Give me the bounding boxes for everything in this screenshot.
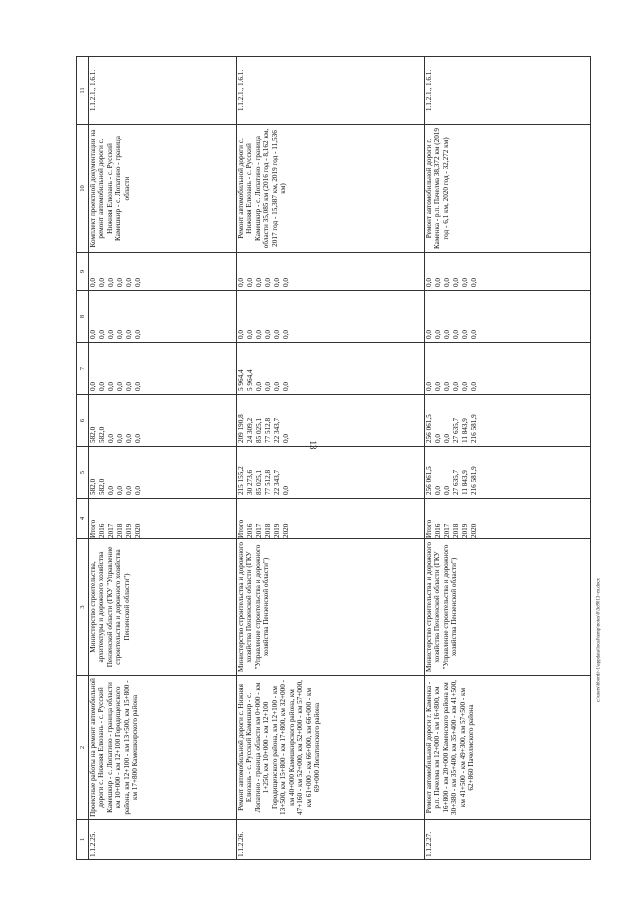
- federal-value: 0,0: [125, 382, 133, 391]
- col-header: 5: [77, 447, 89, 499]
- program-table: [76, 56, 591, 860]
- event-name: Ремонт автомобильной дороги с. Нижняя Елюзань - с. Русский Камешкир - с. Лопатино - граница области км 0+000 - км 1+250, км 10+000 - км 12+100 Городищенского района, км 12+100 - км 13+500, км 15+800 - км 17+800, км 32+000 - км 40+000 Камешкирского района, км 47+160 - км 52+000, км 52+000 - км 57+000, км 61+000 - км 66+000, км 66+000 - км 69+000 Лопатинского района: [237, 676, 425, 820]
- regional-value: 11 843,9: [461, 418, 469, 443]
- year-cell: 2018: [116, 523, 124, 538]
- year-cell: 2020: [470, 523, 478, 538]
- year-cell: 2018: [452, 523, 460, 538]
- total-value: 0,0: [434, 486, 442, 495]
- other-value: 0,0: [425, 278, 433, 287]
- local-value: 0,0: [273, 330, 281, 339]
- federal-value: 0,0: [443, 382, 451, 391]
- total-value: 11 843,9: [461, 470, 469, 495]
- regional-value: 582,0: [98, 426, 106, 443]
- page-number: 13: [308, 440, 318, 450]
- federal-value: 0,0: [434, 382, 442, 391]
- local-value: 0,0: [237, 330, 245, 339]
- year-cell: Итого: [89, 519, 97, 538]
- federal-value: 0,0: [98, 382, 106, 391]
- regional-value: 0,0: [125, 434, 133, 443]
- regional-value: 27 635,7: [452, 417, 460, 443]
- local-value: 0,0: [89, 330, 97, 339]
- regional-value: 24 309,2: [246, 417, 254, 443]
- local-value: 0,0: [264, 330, 272, 339]
- col-header: 11: [77, 57, 89, 125]
- federal-value: 0,0: [470, 382, 478, 391]
- other-value: 0,0: [116, 278, 124, 287]
- total-value: 0,0: [443, 486, 451, 495]
- executor: Министерство строительства и дорожного хозяйства Пензенской области (ГКУ "Управление строительства и дорожного хозяйства Пензенской области"): [425, 539, 591, 676]
- col-header: 10: [77, 125, 89, 253]
- federal-value: 0,0: [89, 382, 97, 391]
- expected-result: Ремонт автомобильной дороги с. Нижняя Елюзань - с. Русский Камешкир - с. Лопатино - граница области 35,085 км (2016 год - 8,162 км, 2017 год - 15,387 км, 2019 год - 11,536 км): [237, 125, 425, 253]
- other-value: 0,0: [470, 278, 478, 287]
- local-value: 0,0: [107, 330, 115, 339]
- year-cell: 2017: [107, 523, 115, 538]
- federal-value: 0,0: [452, 382, 460, 391]
- federal-value: 0,0: [425, 382, 433, 391]
- total-value: 30 273,6: [246, 469, 254, 495]
- federal-value: 0,0: [107, 382, 115, 391]
- row-id: 1.1.2.25.: [89, 820, 237, 860]
- other-value: 0,0: [264, 278, 272, 287]
- year-cell: Итого: [237, 519, 245, 538]
- executor: Министерство строительства и дорожного хозяйства Пензенской области (ГКУ "Управление строительства и дорожного хозяйства Пензенской области"): [237, 539, 425, 676]
- federal-value: 0,0: [264, 382, 272, 391]
- table-row: [237, 57, 425, 860]
- local-value: 0,0: [125, 330, 133, 339]
- other-value: 0,0: [443, 278, 451, 287]
- year-cell: 2019: [125, 523, 133, 538]
- regional-value: 582,0: [89, 426, 97, 443]
- regional-value: 0,0: [434, 434, 442, 443]
- other-value: 0,0: [452, 278, 460, 287]
- federal-value: 0,0: [461, 382, 469, 391]
- other-value: 0,0: [282, 278, 290, 287]
- expected-result: Комплект проектной документации на ремонт автомобильной дороги с. Нижняя Елюзань - с. Русский Камешкир - с. Лопатино - граница области: [89, 125, 237, 253]
- year-cell: 2020: [282, 523, 290, 538]
- total-value: 0,0: [125, 486, 133, 495]
- total-value: 216 581,9: [470, 466, 478, 495]
- year-cell: 2019: [273, 523, 281, 538]
- other-value: 0,0: [237, 278, 245, 287]
- federal-value: 0,0: [116, 382, 124, 391]
- total-value: 0,0: [134, 486, 142, 495]
- local-value: 0,0: [98, 330, 106, 339]
- regional-value: 85 025,1: [255, 417, 263, 443]
- year-cell: 2016: [434, 523, 442, 538]
- other-value: 0,0: [246, 278, 254, 287]
- regional-value: 0,0: [116, 434, 124, 443]
- local-value: 0,0: [443, 330, 451, 339]
- indicator-ref: 1.1.2.1., 1.6.1.: [425, 57, 591, 125]
- regional-value: 0,0: [282, 434, 290, 443]
- col-header: 9: [77, 253, 89, 291]
- local-value: 0,0: [470, 330, 478, 339]
- year-cell: 2016: [246, 523, 254, 538]
- indicator-ref: 1.1.2.1., 1.6.1.: [237, 57, 425, 125]
- federal-value: 0,0: [255, 382, 263, 391]
- local-value: 0,0: [255, 330, 263, 339]
- total-value: 22 343,7: [273, 469, 281, 495]
- row-id: 1.1.2.26.: [237, 820, 425, 860]
- total-value: 0,0: [116, 486, 124, 495]
- regional-value: 209 190,8: [237, 414, 245, 443]
- regional-value: 216 581,9: [470, 414, 478, 443]
- other-value: 0,0: [107, 278, 115, 287]
- table-row: [425, 57, 591, 860]
- local-value: 0,0: [134, 330, 142, 339]
- expected-result: Ремонт автомобильной дороги г. Каменка - р.п. Пачелма 38,372 км (2019 год - 6,1 км, 2020 год - 32,272 км): [425, 125, 591, 253]
- rotated-page-content: [76, 57, 640, 860]
- total-value: 0,0: [282, 486, 290, 495]
- indicator-ref: 1.1.2.1., 1.6.1.: [89, 57, 237, 125]
- other-value: 0,0: [255, 278, 263, 287]
- col-header: 7: [77, 343, 89, 395]
- other-value: 0,0: [273, 278, 281, 287]
- local-value: 0,0: [434, 330, 442, 339]
- other-value: 0,0: [134, 278, 142, 287]
- regional-value: 22 343,7: [273, 417, 281, 443]
- total-value: 27 635,7: [452, 469, 460, 495]
- regional-value: 0,0: [443, 434, 451, 443]
- col-header: 1: [77, 820, 89, 860]
- col-header: 3: [77, 539, 89, 676]
- year-cell: 2019: [461, 523, 469, 538]
- local-value: 0,0: [116, 330, 124, 339]
- year-cell: 2017: [255, 523, 263, 538]
- row-id: 1.1.2.27.: [425, 820, 591, 860]
- year-cell: 2020: [134, 523, 142, 538]
- federal-value: 0,0: [273, 382, 281, 391]
- col-header: 2: [77, 676, 89, 820]
- local-value: 0,0: [282, 330, 290, 339]
- year-cell: 2017: [443, 523, 451, 538]
- federal-value: 0,0: [282, 382, 290, 391]
- other-value: 0,0: [89, 278, 97, 287]
- table-row: [89, 57, 237, 860]
- local-value: 0,0: [425, 330, 433, 339]
- event-name: Ремонт автомобильной дороги г. Каменка - р.п. Пачелма км 12+000 - км 16+800, км 16+800 - км 20+000 Каменского района км 30+380 - км 35+400, км 35+400 - км 41+500, км 41+500 - км 49+300, км 57+500 - км 62+860 Пачелмского района: [425, 676, 591, 820]
- local-value: 0,0: [461, 330, 469, 339]
- executor: Министерство строительства, архитектуры и дорожного хозяйства Пензенской области (ГКУ "Управление строительства и дорожного хозяйства Пензенской области"): [89, 539, 237, 676]
- total-value: 256 061,5: [425, 466, 433, 495]
- regional-value: 77 512,8: [264, 417, 272, 443]
- other-value: 0,0: [434, 278, 442, 287]
- total-value: 582,0: [98, 478, 106, 495]
- year-cell: 2016: [98, 523, 106, 538]
- total-value: 582,0: [89, 478, 97, 495]
- other-value: 0,0: [98, 278, 106, 287]
- year-cell: 2018: [264, 523, 272, 538]
- file-path-footer: c:\users\bbordi~1\appdata\local\temp\notes\0\3c8013~m.docx: [596, 578, 602, 702]
- total-value: 85 025,1: [255, 469, 263, 495]
- col-header: 4: [77, 499, 89, 539]
- column-number-row: [77, 57, 89, 860]
- federal-value: 0,0: [134, 382, 142, 391]
- federal-value: 5 964,4: [246, 369, 254, 391]
- col-header: 8: [77, 291, 89, 343]
- regional-value: 0,0: [107, 434, 115, 443]
- col-header: 6: [77, 395, 89, 447]
- year-cell: Итого: [425, 519, 433, 538]
- other-value: 0,0: [461, 278, 469, 287]
- local-value: 0,0: [246, 330, 254, 339]
- total-value: 0,0: [107, 486, 115, 495]
- regional-value: 256 061,5: [425, 414, 433, 443]
- total-value: 215 155,2: [237, 466, 245, 495]
- federal-value: 5 964,4: [237, 369, 245, 391]
- local-value: 0,0: [452, 330, 460, 339]
- other-value: 0,0: [125, 278, 133, 287]
- total-value: 77 512,8: [264, 469, 272, 495]
- event-name: Проектные работы на ремонт автомобильной дороги с. Нижняя Елюзань - с. Русский Камешкир - с. Лопатино - граница области км 10+000 - км 12+100 Городищенского района, км 12+100 - км 13+500, км 15+800 - км 17+800 Камешкирского района: [89, 676, 237, 820]
- regional-value: 0,0: [134, 434, 142, 443]
